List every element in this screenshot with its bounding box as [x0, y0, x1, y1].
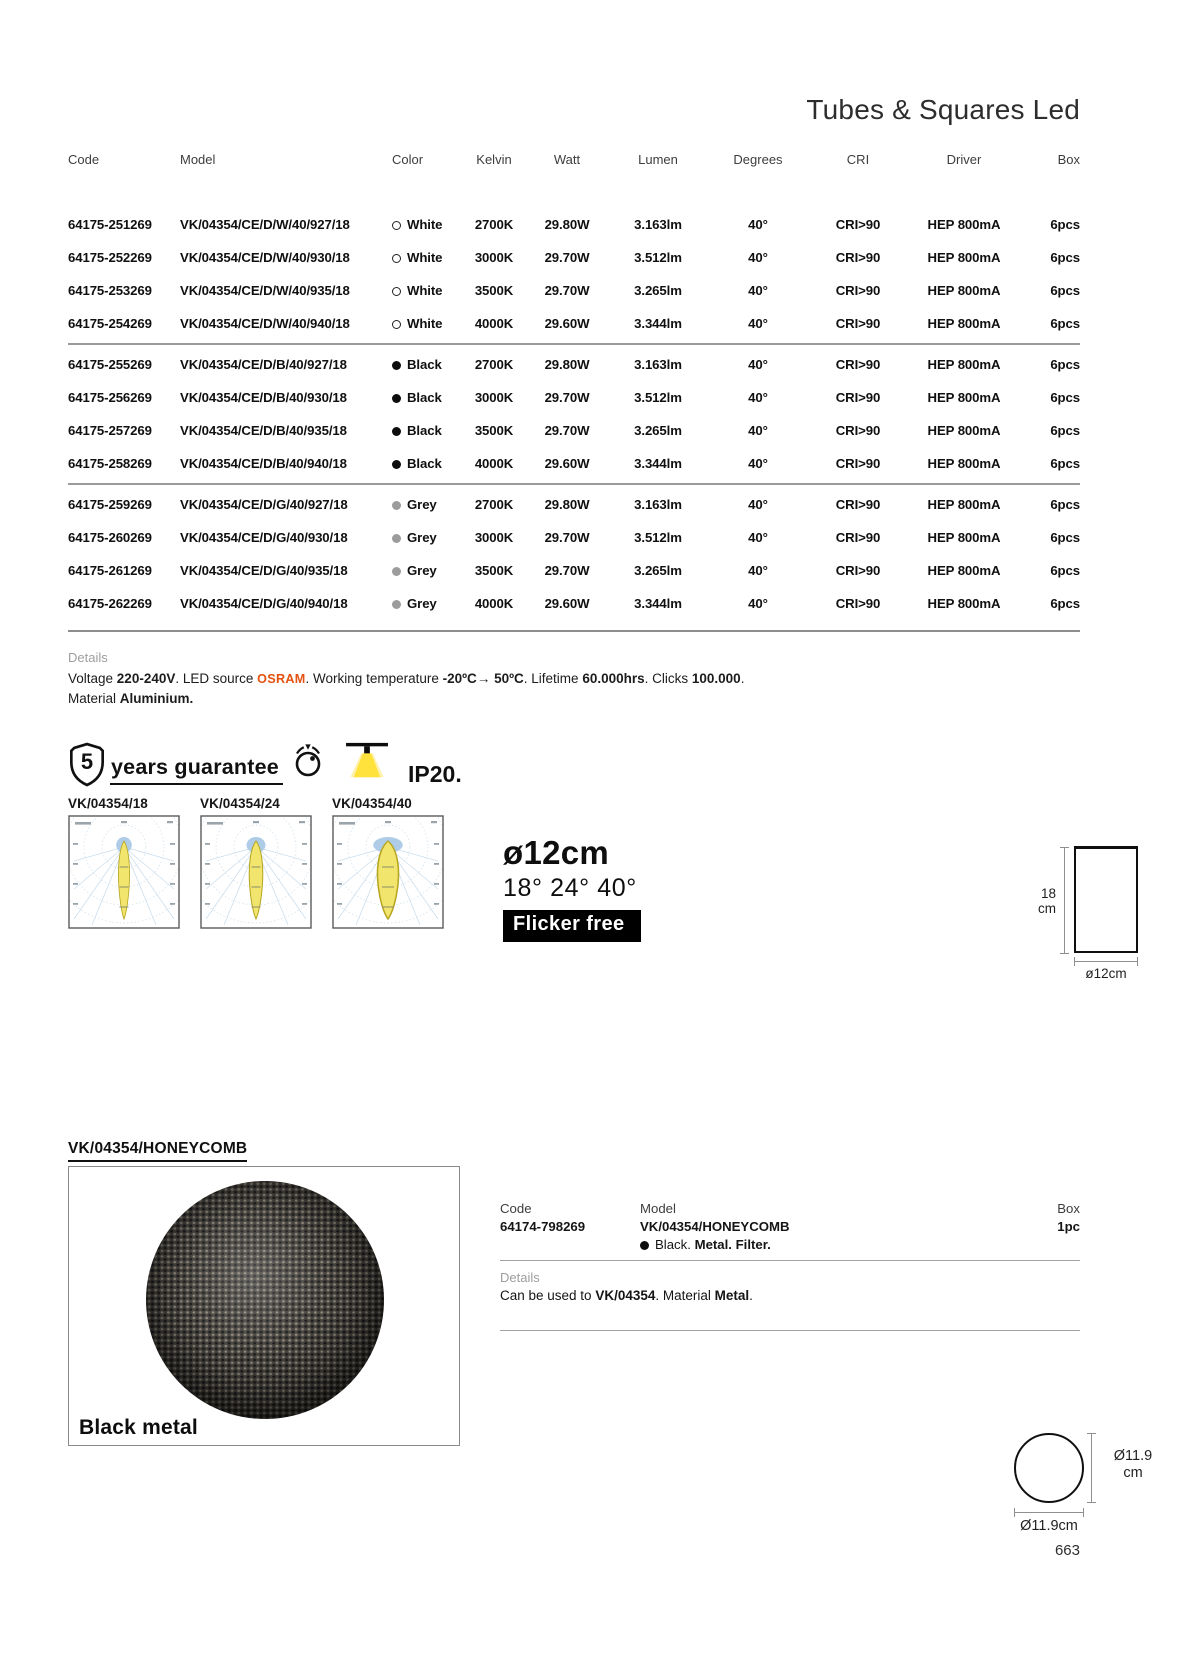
cell-watt: 29.70W — [544, 250, 590, 265]
details-section — [68, 648, 1080, 708]
cell-cri: CRI>90 — [835, 217, 881, 232]
cell-color — [392, 456, 462, 471]
honeycomb-usage — [500, 1288, 753, 1303]
details-voltage: 220-240V — [116, 671, 176, 686]
cell-box: 6pcs — [1050, 250, 1080, 265]
cell-box: 6pcs — [1050, 456, 1080, 471]
header-lumen: Lumen — [638, 152, 678, 167]
table-row — [68, 521, 1080, 554]
cell-color — [392, 217, 462, 232]
table-row — [68, 587, 1080, 620]
cell-degrees: 40° — [748, 563, 768, 578]
cell-driver: HEP 800mA — [927, 596, 1001, 611]
cell-model: VK/04354/CE/D/B/40/935/18 — [180, 423, 347, 438]
cell-lumen: 3.265lm — [634, 563, 682, 578]
honeycomb-box-column — [1057, 1200, 1080, 1236]
cell-model: VK/04354/CE/D/G/40/930/18 — [180, 530, 348, 545]
box-label: Box — [1057, 1201, 1080, 1216]
cell-driver: HEP 800mA — [927, 316, 1001, 331]
cell-lumen: 3.265lm — [634, 283, 682, 298]
beam-angles-spec: 18° 24° 40° — [503, 874, 637, 902]
details-text: Voltage — [68, 671, 117, 686]
header-degrees: Degrees — [733, 152, 783, 167]
dimension-drawing-filter — [1014, 1433, 1184, 1548]
diameter-bottom-label: Ø11.9cm — [1020, 1518, 1078, 1534]
honeycomb-code-column — [500, 1200, 585, 1236]
color-dot-icon — [392, 567, 401, 576]
cell-driver: HEP 800mA — [927, 217, 1001, 232]
cell-model: VK/04354/CE/D/B/40/927/18 — [180, 357, 347, 372]
cell-color — [392, 390, 462, 405]
cell-code: 64175-252269 — [68, 250, 152, 265]
table-row — [68, 381, 1080, 414]
header-kelvin: Kelvin — [476, 152, 512, 167]
color-label: White — [407, 250, 443, 265]
photometric-diagram — [332, 796, 444, 929]
cell-model: VK/04354/CE/D/W/40/927/18 — [180, 217, 350, 232]
group-divider — [68, 343, 1080, 345]
cell-cri: CRI>90 — [835, 530, 881, 545]
diagram-label: VK/04354/40 — [332, 796, 412, 811]
cell-color — [392, 423, 462, 438]
group-divider — [68, 483, 1080, 485]
cell-watt: 29.70W — [544, 563, 590, 578]
cell-lumen: 3.344lm — [634, 316, 682, 331]
color-dot-icon — [392, 501, 401, 510]
table-row — [68, 241, 1080, 274]
cell-watt: 29.70W — [544, 530, 590, 545]
details-line1 — [68, 669, 1080, 689]
diameter-value: Ø11.9 — [1113, 1448, 1153, 1464]
cell-box: 6pcs — [1050, 357, 1080, 372]
cell-driver: HEP 800mA — [927, 530, 1001, 545]
cell-code: 64175-255269 — [68, 357, 152, 372]
diameter-spec: ø12cm — [503, 834, 610, 871]
cell-code: 64175-257269 — [68, 423, 152, 438]
cell-cri: CRI>90 — [835, 423, 881, 438]
color-dot-icon — [392, 394, 401, 403]
table-row — [68, 274, 1080, 307]
color-dot-icon — [640, 1241, 649, 1250]
cell-model: VK/04354/CE/D/W/40/940/18 — [180, 316, 350, 331]
cell-cri: CRI>90 — [835, 596, 881, 611]
details-text: . LED source — [175, 671, 258, 686]
cell-driver: HEP 800mA — [927, 497, 1001, 512]
details-temp-min: -20ºC — [442, 671, 477, 686]
color-dot-icon — [392, 254, 401, 263]
honeycomb-caption: Black metal — [79, 1416, 198, 1439]
cell-code: 64175-254269 — [68, 316, 152, 331]
cell-color — [392, 563, 462, 578]
cell-kelvin: 3500K — [474, 423, 514, 438]
details-line2 — [68, 689, 1080, 708]
cell-watt: 29.80W — [544, 357, 590, 372]
model-value: VK/04354/HONEYCOMB — [640, 1219, 790, 1234]
cell-degrees: 40° — [748, 456, 768, 471]
cell-kelvin: 3500K — [474, 283, 514, 298]
table-body — [68, 208, 1080, 620]
color-label: Black — [407, 357, 442, 372]
size-specs — [503, 834, 641, 942]
cell-model: VK/04354/CE/D/G/40/940/18 — [180, 596, 348, 611]
cell-watt: 29.60W — [544, 596, 590, 611]
diameter-unit: cm — [1123, 1465, 1143, 1481]
cell-lumen: 3.163lm — [634, 217, 682, 232]
cell-driver: HEP 800mA — [927, 283, 1001, 298]
color-dot-icon — [392, 427, 401, 436]
height-unit: cm — [1038, 901, 1056, 916]
color-label: Grey — [407, 596, 437, 611]
color-label: Black — [407, 456, 442, 471]
cell-kelvin: 4000K — [474, 316, 514, 331]
page-number: 663 — [1054, 1542, 1080, 1559]
guarantee-label: years guarantee — [110, 755, 283, 785]
color-label: Grey — [407, 497, 437, 512]
guarantee-shield-icon — [68, 740, 106, 789]
cell-color — [392, 357, 462, 372]
model-label: Model — [640, 1201, 676, 1216]
color-label: White — [407, 316, 443, 331]
cell-lumen: 3.163lm — [634, 357, 682, 372]
cell-degrees: 40° — [748, 497, 768, 512]
divider — [500, 1260, 1080, 1261]
height-value: 18 — [1040, 886, 1056, 901]
ceiling-lamp-icon — [344, 741, 390, 781]
details-temp-max: 50ºC — [494, 671, 524, 686]
cell-degrees: 40° — [748, 530, 768, 545]
cell-box: 6pcs — [1050, 316, 1080, 331]
honeycomb-heading: VK/04354/HONEYCOMB — [68, 1140, 247, 1162]
cell-kelvin: 4000K — [474, 456, 514, 471]
box-value: 1pc — [1057, 1219, 1080, 1234]
height-dimension-label — [1000, 886, 1056, 916]
cell-driver: HEP 800mA — [927, 423, 1001, 438]
cell-lumen: 3.344lm — [634, 456, 682, 471]
diameter-dimension-label: ø12cm — [1085, 966, 1127, 981]
cell-color — [392, 250, 462, 265]
details-lifetime: 60.000hrs — [582, 671, 645, 686]
cell-degrees: 40° — [748, 250, 768, 265]
guarantee-years-number: 5 — [80, 749, 94, 774]
table-row — [68, 414, 1080, 447]
table-row — [68, 554, 1080, 587]
cell-watt: 29.70W — [544, 423, 590, 438]
usage-material: Metal — [714, 1288, 750, 1303]
tube-outline — [1074, 846, 1138, 953]
color-label: Black — [407, 423, 442, 438]
cell-driver: HEP 800mA — [927, 357, 1001, 372]
cell-model: VK/04354/CE/D/B/40/930/18 — [180, 390, 347, 405]
color-dot-icon — [392, 460, 401, 469]
cell-degrees: 40° — [748, 217, 768, 232]
cell-code: 64175-256269 — [68, 390, 152, 405]
color-label: Grey — [407, 563, 437, 578]
cell-lumen: 3.512lm — [634, 250, 682, 265]
cell-kelvin: 2700K — [474, 497, 514, 512]
color-label: Black — [407, 390, 442, 405]
cell-degrees: 40° — [748, 357, 768, 372]
flicker-free-badge: Flicker free — [503, 910, 641, 942]
honeycomb-filter-image — [146, 1181, 384, 1419]
color-dot-icon — [392, 361, 401, 370]
usage-model: VK/04354 — [595, 1288, 656, 1303]
diagram-label: VK/04354/18 — [68, 796, 148, 811]
cell-color — [392, 497, 462, 512]
cell-cri: CRI>90 — [835, 250, 881, 265]
usage-text: . Material — [655, 1288, 715, 1303]
cell-driver: HEP 800mA — [927, 563, 1001, 578]
page-title: Tubes & Squares Led — [806, 94, 1080, 125]
code-label: Code — [500, 1201, 532, 1216]
header-watt: Watt — [553, 152, 581, 167]
cell-lumen: 3.344lm — [634, 596, 682, 611]
cell-model: VK/04354/CE/D/G/40/927/18 — [180, 497, 348, 512]
details-material: Aluminium. — [119, 691, 194, 706]
cell-driver: HEP 800mA — [927, 250, 1001, 265]
header-driver: Driver — [946, 152, 982, 167]
table-row — [68, 447, 1080, 480]
cell-watt: 29.60W — [544, 456, 590, 471]
cell-watt: 29.80W — [544, 497, 590, 512]
cell-color — [392, 596, 462, 611]
details-label: Details — [68, 650, 108, 665]
divider — [500, 1330, 1080, 1331]
cell-cri: CRI>90 — [835, 357, 881, 372]
color-dot-icon — [392, 534, 401, 543]
color-label: White — [407, 283, 443, 298]
cell-box: 6pcs — [1050, 283, 1080, 298]
cell-cri: CRI>90 — [835, 316, 881, 331]
cell-code: 64175-251269 — [68, 217, 152, 232]
color-dot-icon — [392, 320, 401, 329]
cell-kelvin: 2700K — [474, 217, 514, 232]
photometric-diagram — [200, 796, 312, 929]
cell-color — [392, 283, 462, 298]
cell-kelvin: 3500K — [474, 563, 514, 578]
finish-material: Metal. Filter. — [690, 1237, 771, 1252]
cell-code: 64175-260269 — [68, 530, 152, 545]
cell-color — [392, 530, 462, 545]
table-row — [68, 307, 1080, 340]
cell-model: VK/04354/CE/D/B/40/940/18 — [180, 456, 347, 471]
color-label: White — [407, 217, 443, 232]
cell-degrees: 40° — [748, 283, 768, 298]
honeycomb-finish — [640, 1237, 771, 1252]
cell-cri: CRI>90 — [835, 283, 881, 298]
cell-lumen: 3.163lm — [634, 497, 682, 512]
diameter-side-label — [1102, 1448, 1164, 1482]
header-cri: CRI — [846, 152, 870, 167]
cell-code: 64175-259269 — [68, 497, 152, 512]
polar-curve-24-icon — [200, 815, 312, 929]
table-row — [68, 348, 1080, 381]
horizontal-dimension-line — [1074, 961, 1138, 962]
cell-driver: HEP 800mA — [927, 390, 1001, 405]
cell-box: 6pcs — [1050, 217, 1080, 232]
details-label: Details — [500, 1270, 540, 1285]
cell-lumen: 3.512lm — [634, 530, 682, 545]
cell-model: VK/04354/CE/D/G/40/935/18 — [180, 563, 348, 578]
cell-degrees: 40° — [748, 596, 768, 611]
cell-box: 6pcs — [1050, 563, 1080, 578]
usage-text: Can be used to — [500, 1288, 596, 1303]
cell-cri: CRI>90 — [835, 390, 881, 405]
details-clicks: 100.000 — [691, 671, 741, 686]
cell-cri: CRI>90 — [835, 563, 881, 578]
color-label: Grey — [407, 530, 437, 545]
details-text: . Clicks — [644, 671, 692, 686]
cell-kelvin: 2700K — [474, 357, 514, 372]
details-text: Material — [68, 691, 120, 706]
cell-code: 64175-262269 — [68, 596, 152, 611]
polar-curve-40-icon — [332, 815, 444, 929]
photometric-diagram — [68, 796, 180, 929]
cell-code: 64175-253269 — [68, 283, 152, 298]
cell-degrees: 40° — [748, 423, 768, 438]
cell-watt: 29.60W — [544, 316, 590, 331]
table-row — [68, 208, 1080, 241]
honeycomb-model-column — [640, 1200, 790, 1236]
badges-row — [68, 740, 588, 798]
cell-kelvin: 3000K — [474, 250, 514, 265]
cell-model: VK/04354/CE/D/W/40/935/18 — [180, 283, 350, 298]
cell-cri: CRI>90 — [835, 497, 881, 512]
cell-lumen: 3.512lm — [634, 390, 682, 405]
header-box: Box — [1057, 152, 1080, 167]
cell-kelvin: 4000K — [474, 596, 514, 611]
cell-box: 6pcs — [1050, 423, 1080, 438]
table-header-row — [68, 152, 1080, 167]
cell-driver: HEP 800mA — [927, 456, 1001, 471]
cell-color — [392, 316, 462, 331]
cell-lumen: 3.265lm — [634, 423, 682, 438]
cell-code: 64175-258269 — [68, 456, 152, 471]
vertical-dimension-line — [1064, 847, 1065, 954]
filter-outline-circle — [1014, 1433, 1084, 1503]
details-text: . Working temperature — [305, 671, 443, 686]
color-dot-icon — [392, 600, 401, 609]
color-dot-icon — [392, 221, 401, 230]
header-model: Model — [180, 152, 216, 167]
details-text: . — [740, 671, 745, 686]
honeycomb-photo-frame — [68, 1166, 460, 1446]
header-code: Code — [68, 152, 100, 167]
cell-code: 64175-261269 — [68, 563, 152, 578]
osram-brand: OSRAM — [257, 672, 306, 686]
cell-box: 6pcs — [1050, 390, 1080, 405]
header-color: Color — [392, 152, 424, 167]
cell-watt: 29.80W — [544, 217, 590, 232]
cell-degrees: 40° — [748, 316, 768, 331]
photometric-diagrams — [68, 796, 528, 936]
cell-watt: 29.70W — [544, 390, 590, 405]
ip-rating-label: IP20. — [408, 761, 462, 787]
cell-box: 6pcs — [1050, 530, 1080, 545]
table-bottom-divider — [68, 630, 1080, 632]
horizontal-dimension-line — [1014, 1512, 1084, 1513]
cell-degrees: 40° — [748, 390, 768, 405]
arrow-icon: → — [476, 671, 495, 686]
cell-box: 6pcs — [1050, 596, 1080, 611]
cell-cri: CRI>90 — [835, 456, 881, 471]
dimmer-icon — [290, 743, 326, 779]
diagram-label: VK/04354/24 — [200, 796, 280, 811]
cell-watt: 29.70W — [544, 283, 590, 298]
details-text: . Lifetime — [523, 671, 583, 686]
table-row — [68, 488, 1080, 521]
cell-box: 6pcs — [1050, 497, 1080, 512]
polar-curve-18-icon — [68, 815, 180, 929]
cell-kelvin: 3000K — [474, 390, 514, 405]
finish-color: Black. — [655, 1237, 691, 1252]
cell-kelvin: 3000K — [474, 530, 514, 545]
cell-model: VK/04354/CE/D/W/40/930/18 — [180, 250, 350, 265]
usage-text: . — [749, 1288, 753, 1303]
vertical-dimension-line — [1091, 1433, 1092, 1503]
code-value: 64174-798269 — [500, 1219, 586, 1234]
dimension-drawing-tube — [1000, 845, 1170, 1005]
color-dot-icon — [392, 287, 401, 296]
